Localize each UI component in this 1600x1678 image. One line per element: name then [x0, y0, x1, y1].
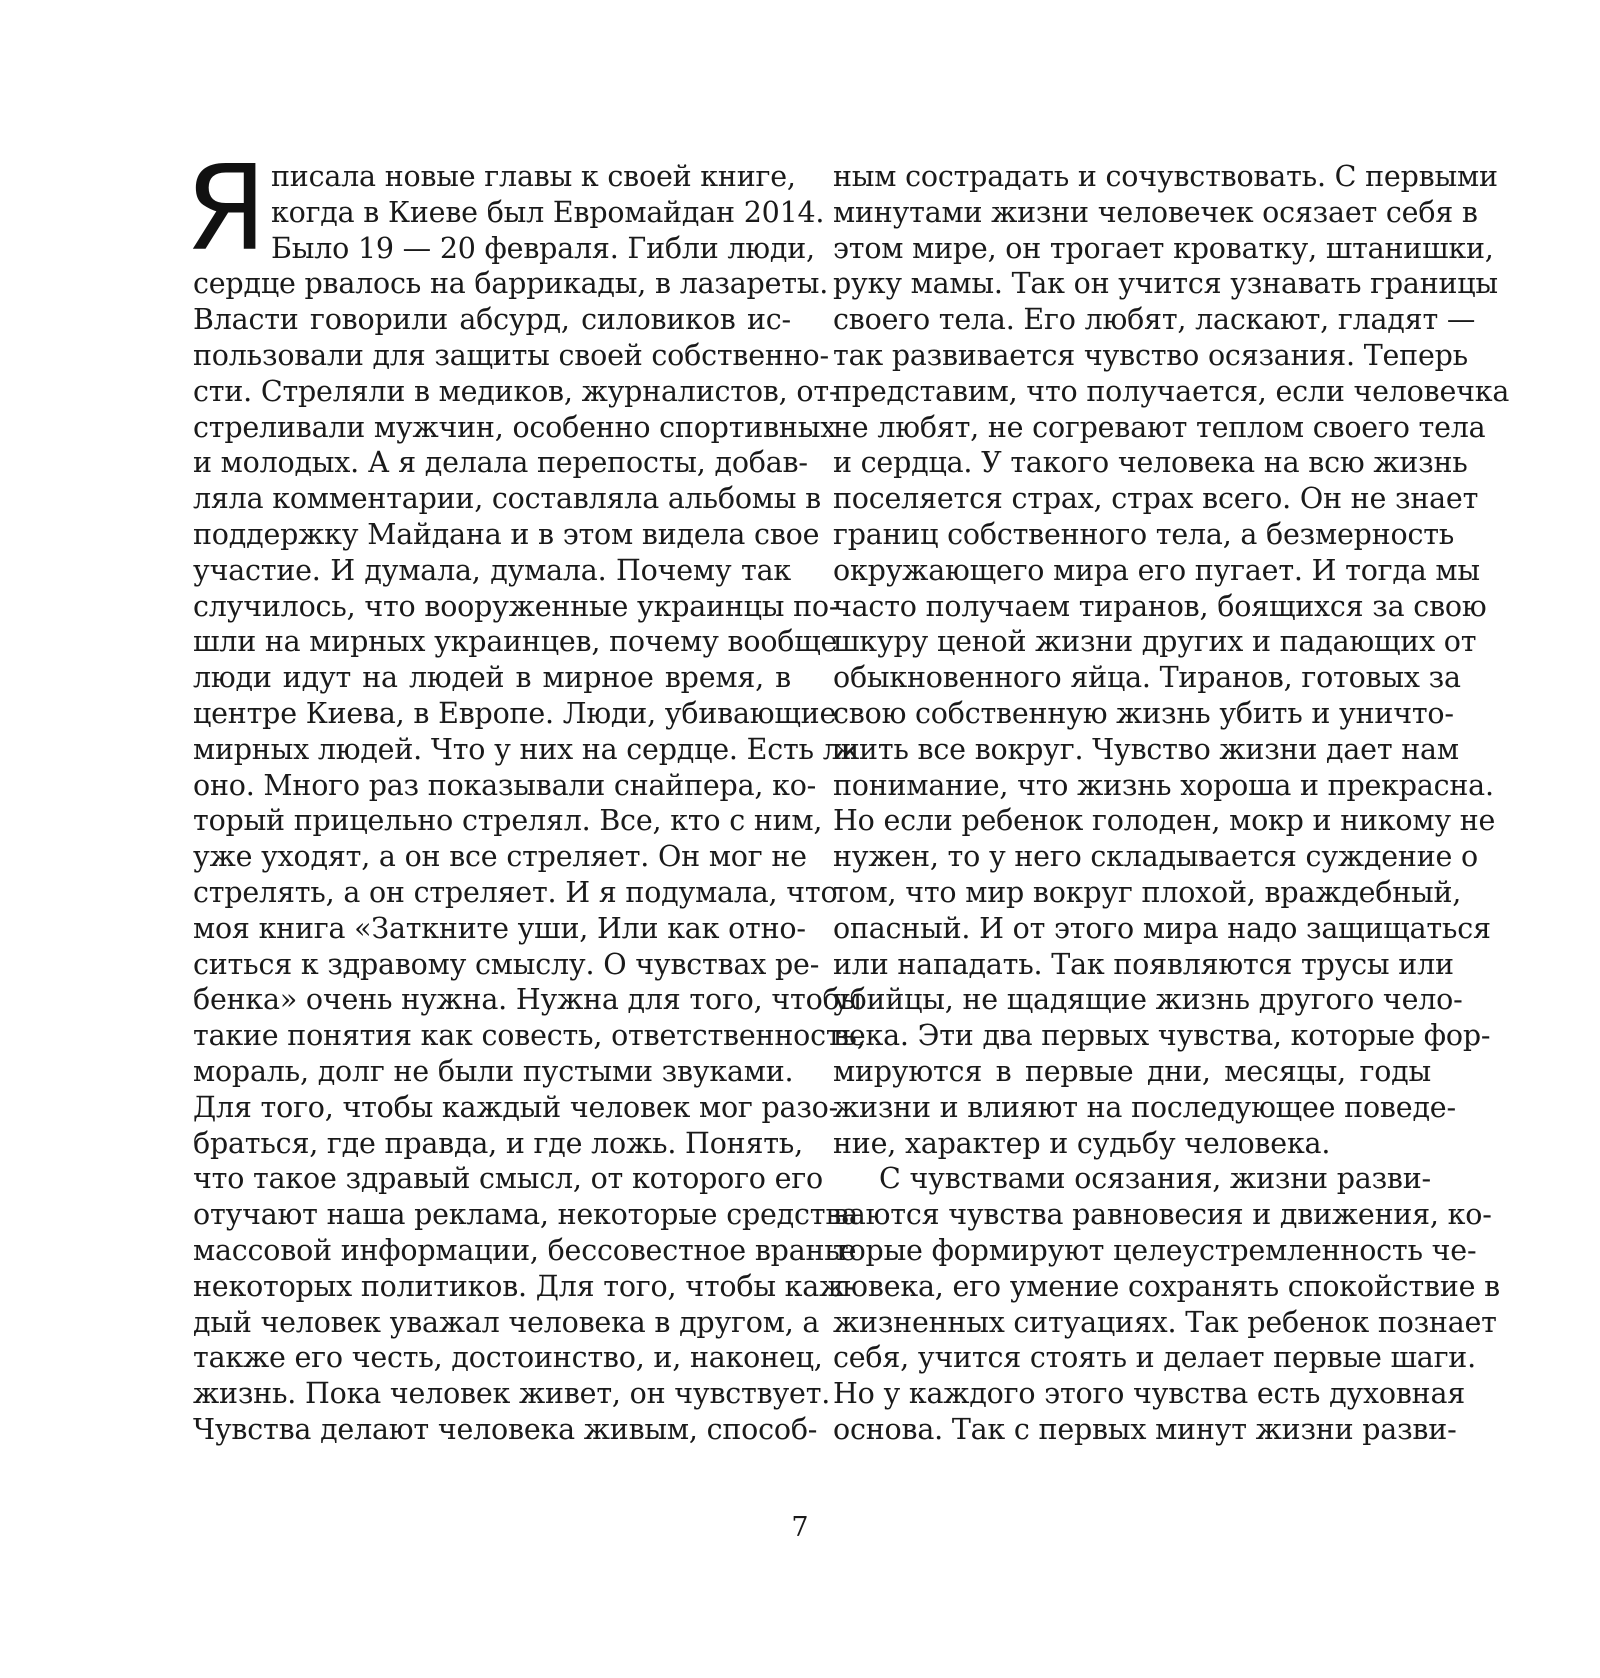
text-line: сердце рвалось на баррикады, в лазареты.: [193, 267, 829, 301]
text-line: такие понятия как совесть, ответственность,: [193, 1019, 866, 1053]
text-line: границ собственного тела, а безмерность: [833, 517, 1455, 551]
text-line: свою собственную жизнь убить и уничто-: [833, 696, 1454, 730]
text-line: этом мире, он трогает кроватку, штанишки,: [833, 231, 1494, 265]
text-line: сти. Стреляли в медиков, журналистов, от-: [193, 374, 839, 408]
text-line: когда в Киеве был Евромайдан 2014.: [271, 195, 825, 229]
text-line: массовой информации, бессовестное вранье: [193, 1233, 857, 1267]
text-line: Власти говорили абсурд, силовиков ис-: [193, 303, 791, 337]
text-line: Чувства делают человека живым, способ-: [193, 1412, 818, 1446]
text-line: браться, где правда, и где ложь. Понять,: [193, 1126, 803, 1160]
text-line: ние, характер и судьбу человека.: [833, 1126, 1331, 1160]
text-line: обыкновенного яйца. Тиранов, готовых за: [833, 661, 1461, 695]
text-line: жизненных ситуациях. Так ребенок познает: [833, 1305, 1497, 1339]
text-line: опасный. И от этого мира надо защищаться: [833, 911, 1491, 945]
text-line: основа. Так с первых минут жизни разви-: [833, 1412, 1457, 1446]
text-line: случилось, что вооруженные украинцы по-: [193, 589, 839, 623]
text-line: центре Киева, в Европе. Люди, убивающие: [193, 696, 837, 730]
text-line: что такое здравый смысл, от которого его: [193, 1162, 823, 1196]
text-line: и сердца. У такого человека на всю жизнь: [833, 446, 1468, 480]
text-line: участие. И думала, думала. Почему так: [193, 553, 791, 587]
text-line: ляла комментарии, составляла альбомы в: [193, 482, 821, 516]
text-line: писала новые главы к своей книге,: [271, 160, 796, 193]
text-line: уже уходят, а он все стреляет. Он мог не: [193, 840, 807, 874]
text-line: пользовали для защиты своей собственно-: [193, 338, 829, 372]
text-line: торый прицельно стрелял. Все, кто с ним,: [193, 804, 823, 838]
text-line: торые формируют целеустремленность че-: [833, 1233, 1477, 1267]
text-line: жизни и влияют на последующее поведе-: [833, 1090, 1456, 1124]
text-line: ным сострадать и сочувствовать. С первыми: [833, 160, 1498, 193]
text-line: себя, учится стоять и делает первые шаги.: [833, 1341, 1476, 1375]
text-line: шкуру ценой жизни других и падающих от: [833, 625, 1477, 659]
text-line: ситься к здравому смыслу. О чувствах ре-: [193, 947, 820, 981]
text-line: мирных людей. Что у них на сердце. Есть ли: [193, 732, 860, 766]
text-line: или нападать. Так появляются трусы или: [833, 947, 1454, 981]
text-line: минутами жизни человечек осязает себя в: [833, 195, 1478, 229]
text-line: своего тела. Его любят, ласкают, гладят —: [833, 303, 1476, 337]
text-line: не любят, не согревают теплом своего тела: [833, 410, 1486, 444]
text-line: Но если ребенок голоден, мокр и никому не: [833, 804, 1496, 838]
text-line: убийцы, не щадящие жизнь другого чело-: [833, 983, 1463, 1017]
text-line: окружающего мира его пугает. И тогда мы: [833, 553, 1480, 587]
left-column: [185, 139, 866, 1448]
text-line: стреливали мужчин, особенно спортивных: [193, 410, 837, 444]
text-line: и молодых. А я делала перепосты, добав-: [193, 446, 808, 480]
text-line: бенка» очень нужна. Нужна для того, чтобы: [193, 983, 862, 1017]
text-line: Для того, чтобы каждый человек мог разо-: [193, 1090, 839, 1124]
text-line: мируются в первые дни, месяцы, годы: [833, 1054, 1431, 1088]
text-line: нужен, то у него складывается суждение о: [833, 840, 1478, 874]
text-line: С чувствами осязания, жизни разви-: [879, 1162, 1431, 1196]
text-line: поселяется страх, страх всего. Он не знает: [833, 482, 1479, 516]
text-line: так развивается чувство осязания. Теперь: [833, 338, 1468, 372]
text-line: понимание, что жизнь хороша и прекрасна.: [833, 768, 1494, 802]
drop-cap: Я: [185, 139, 267, 277]
text-line: оно. Много раз показывали снайпера, ко-: [193, 768, 817, 802]
text-line: моя книга «Заткните уши, Или как отно-: [193, 911, 806, 945]
text-line: также его честь, достоинство, и, наконец,: [193, 1341, 823, 1375]
text-line: том, что мир вокруг плохой, враждебный,: [833, 875, 1462, 909]
text-line: ваются чувства равновесия и движения, ко-: [833, 1198, 1492, 1232]
text-line: Но у каждого этого чувства есть духовная: [833, 1377, 1466, 1411]
text-line: стрелять, а он стреляет. И я подумала, что: [193, 875, 838, 909]
text-line: Было 19 — 20 февраля. Гибли люди,: [271, 231, 815, 265]
text-line: люди идут на людей в мирное время, в: [193, 661, 791, 695]
text-line: жизнь. Пока человек живет, он чувствует.: [193, 1377, 831, 1411]
text-line: часто получаем тиранов, боящихся за свою: [833, 589, 1487, 623]
text-line: отучают наша реклама, некоторые средства: [193, 1198, 858, 1232]
page-number: 7: [791, 1512, 809, 1543]
text-line: дый человек уважал человека в другом, а: [193, 1305, 820, 1339]
text-line: ловека, его умение сохранять спокойствие в: [833, 1269, 1500, 1303]
text-line: поддержку Майдана и в этом видела свое: [193, 517, 820, 551]
text-line: жить все вокруг. Чувство жизни дает нам: [833, 732, 1459, 766]
right-column: [833, 159, 1510, 1448]
text-line: мораль, долг не были пустыми звуками.: [193, 1054, 794, 1088]
text-line: некоторых политиков. Для того, чтобы каж-: [193, 1269, 855, 1303]
text-line: века. Эти два первых чувства, которые фор-: [833, 1019, 1491, 1053]
text-line: шли на мирных украинцев, почему вообще: [193, 625, 838, 659]
text-line: руку мамы. Так он учится узнавать границы: [833, 267, 1498, 301]
text-line: представим, что получается, если человечка: [833, 374, 1510, 408]
